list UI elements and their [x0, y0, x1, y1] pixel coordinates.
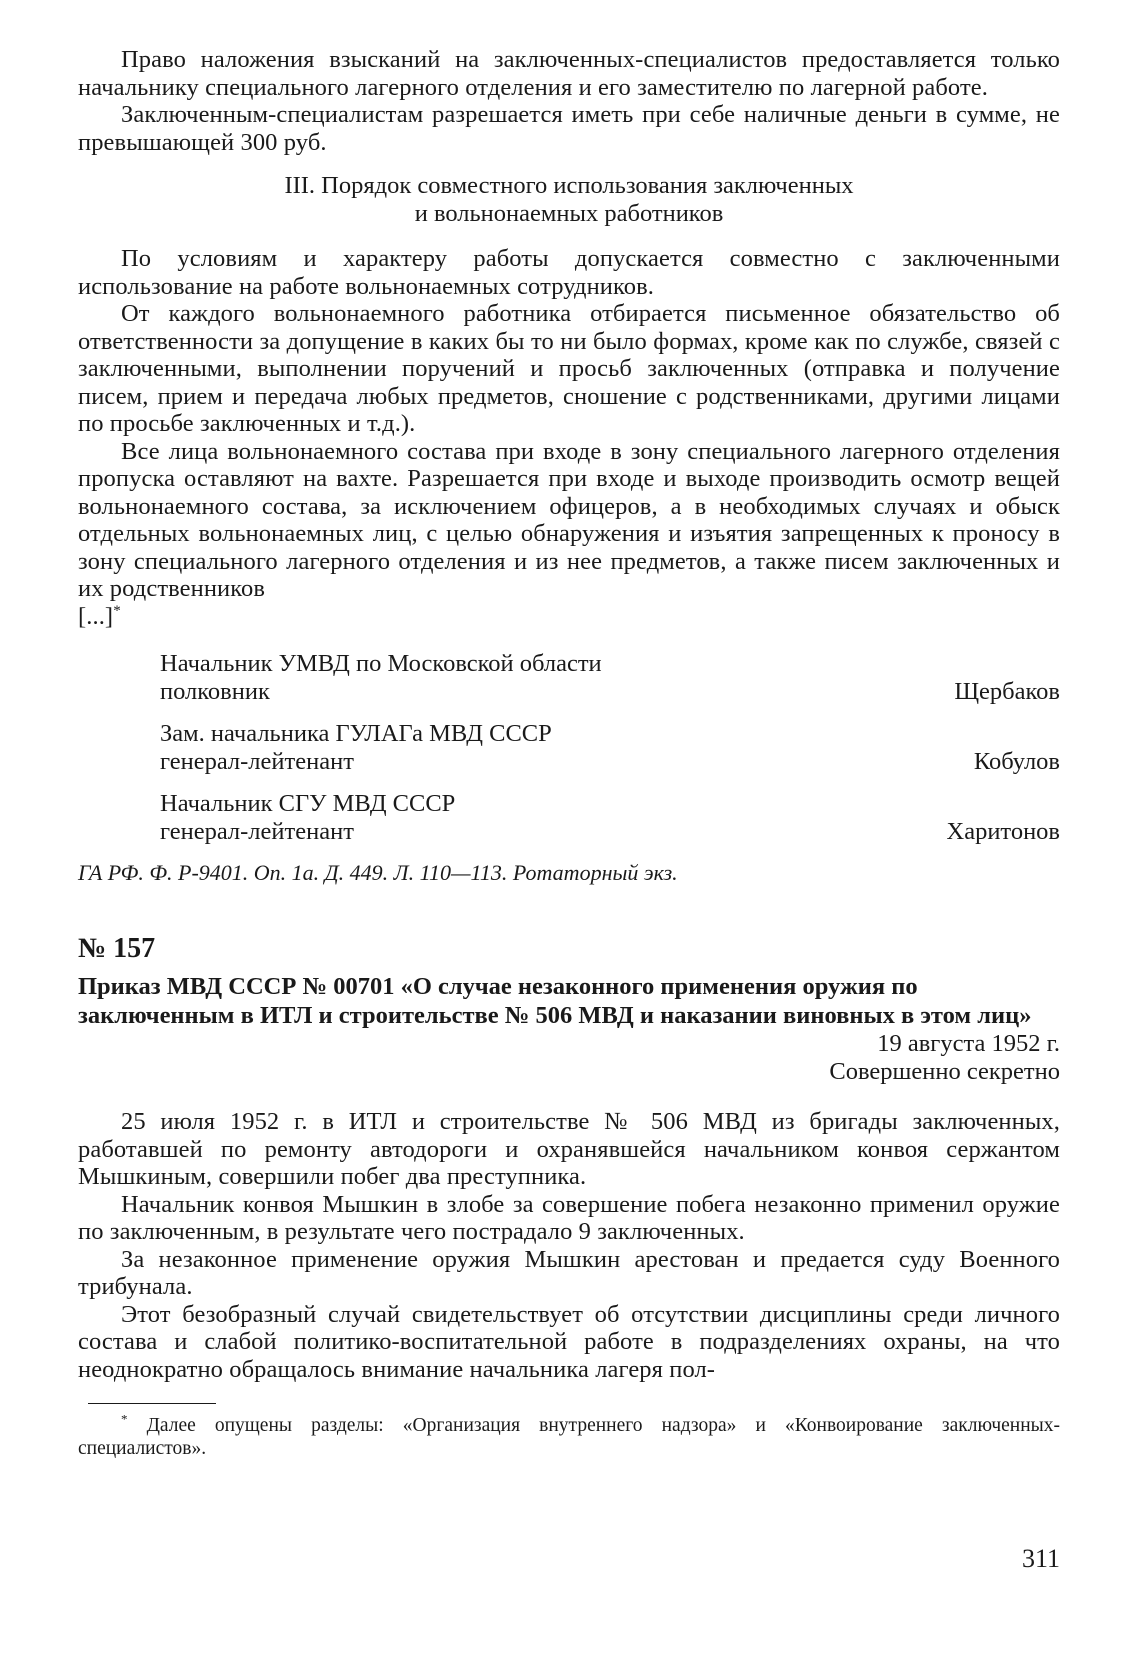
- signatory-position: Начальник СГУ МВД СССР: [160, 790, 456, 817]
- document-number: № 157: [78, 933, 156, 964]
- signatory-position: Начальник УМВД по Московской области: [160, 650, 602, 677]
- paragraph: За незаконное применение оружия Мышкин арестован и предается суду Военного трибунала.: [78, 1245, 1060, 1300]
- paragraph: От каждого вольнонаемного работника отбирается письменное обязательство об ответственности за допущение в каких бы то ни было формах, кроме как по службе, связей с заключенными, выполнении поручений и просьб заключенных (отправка и получение писем, прием и передача любых предметов, сношение с родственниками, другими лицами по просьбе заключенных и т.д.).: [78, 300, 1060, 437]
- section-title: [78, 172, 1060, 227]
- document-classification: Совершенно секретно: [829, 1058, 1060, 1085]
- paragraph: Право наложения взысканий на заключенных-специалистов предоставляется только начальнику специального лагерного отделения и его заместителю по лагерной работе.: [78, 46, 1060, 101]
- signatory-rank: генерал-лейтенант: [160, 748, 354, 775]
- document-date: 19 августа 1952 г.: [877, 1030, 1060, 1057]
- signature-block: [160, 650, 1060, 846]
- paragraph: Все лица вольнонаемного состава при входе в зону специального лагерного отделения пропуска оставляют на вахте. Разрешается при входе и выходе производить осмотр вещей вольнонаемного состава, за исключением офицеров, а в необходимых случаях и обыск отдельных вольнонаемных лиц, с целью обнаружения и изъятия запрещенных к проносу в зону специального лагерного отделения и из нее предметов, а также писем заключенных и их родственников: [78, 437, 1060, 602]
- document-title: Приказ МВД СССР № 00701 «О случае незаконного применения оружия по заключенным в ИТЛ и строительстве № 506 МВД и наказании виновных в этом лиц»: [78, 973, 1032, 1029]
- signature: [160, 790, 1060, 846]
- signatory-rank: генерал-лейтенант: [160, 818, 354, 845]
- signatory-name: Кобулов: [973, 748, 1060, 775]
- ellipsis-line: [78, 603, 1060, 631]
- signature: [160, 720, 1060, 776]
- ellipsis: [...]: [78, 602, 114, 630]
- footnote-marker: *: [121, 1411, 128, 1427]
- signature: [160, 650, 1060, 706]
- page-number: 311: [1021, 1544, 1060, 1573]
- paragraph: Этот безобразный случай свидетельствует об отсутствии дисциплины среди личного состава и слабой политико-воспитательной работе в подразделениях охраны, на что неоднократно обращалось внимание начальника лагеря пол-: [78, 1300, 1060, 1383]
- section-title-line: и вольнонаемных работников: [414, 199, 724, 227]
- section-title-line: III. Порядок совместного использования заключенных: [284, 172, 854, 199]
- paragraph: По условиям и характеру работы допускается совместно с заключенными использование на работе вольнонаемных сотрудников.: [78, 245, 1060, 300]
- archive-source: ГА РФ. Ф. Р-9401. Оп. 1а. Д. 449. Л. 110—113. Ротаторный экз.: [78, 860, 678, 885]
- document-page: [78, 46, 1060, 1460]
- signatory-rank: полковник: [160, 678, 270, 705]
- footnote-divider: [88, 1403, 216, 1404]
- paragraph: Заключенным-специалистам разрешается иметь при себе наличные деньги в сумме, не превышающей 300 руб.: [78, 101, 1060, 156]
- signatory-name: Харитонов: [946, 818, 1060, 845]
- signatory-position: Зам. начальника ГУЛАГа МВД СССР: [160, 720, 552, 747]
- footnote-text: Далее опущены разделы: «Организация внутреннего надзора» и «Конвоирование заключенных-специалистов».: [78, 1415, 1060, 1459]
- paragraph: 25 июля 1952 г. в ИТЛ и строительстве № 506 МВД из бригады заключенных, работавшей по ремонту автодороги и охранявшейся начальником конвоя сержантом Мышкиным, совершили побег два преступника.: [78, 1108, 1060, 1190]
- signatory-name: Щербаков: [954, 678, 1060, 705]
- paragraph: Начальник конвоя Мышкин в злобе за совершение побега незаконно применил оружие по заключенным, в результате чего пострадало 9 заключенных.: [78, 1190, 1060, 1245]
- footnote-marker: *: [113, 602, 121, 619]
- footnote: [78, 1411, 1060, 1460]
